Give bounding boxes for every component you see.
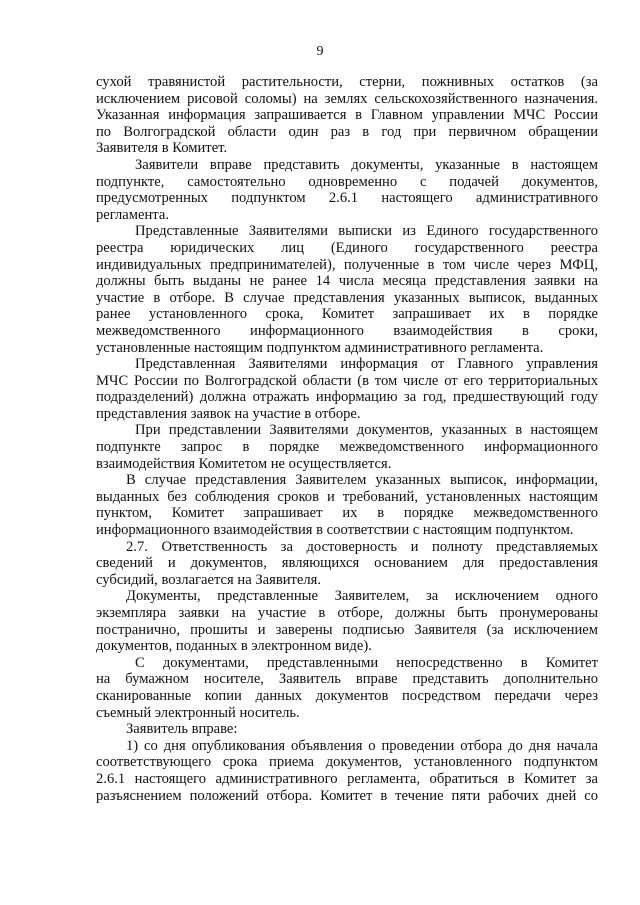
text-line: документов, поданных в электронном виде). bbox=[96, 638, 372, 655]
paragraph bbox=[96, 472, 598, 538]
text-line: установленные настоящим подпунктом административного регламента. bbox=[96, 339, 544, 356]
text-line: При представлении Заявителями документов, указанных в настоящем bbox=[135, 422, 598, 439]
text-line: сканированные копии данных документов посредством передачи через bbox=[96, 687, 598, 704]
paragraph bbox=[96, 738, 598, 804]
text-line: Указанная информация запрашивается в Главном управлении МЧС России bbox=[96, 107, 598, 124]
text-line: пунктом, Комитет запрашивает их в порядке межведомственного bbox=[96, 505, 598, 522]
text-line: соответствующего срока приема документов, установленного подпунктом bbox=[96, 754, 598, 771]
text-line: Заявитель вправе: bbox=[126, 721, 238, 738]
text-line: 2.7. Ответственность за достоверность и полноту представляемых bbox=[126, 538, 598, 555]
document-body bbox=[96, 74, 598, 804]
paragraph bbox=[96, 539, 598, 589]
paragraph bbox=[96, 721, 598, 738]
text-line: Заявителя в Комитет. bbox=[96, 140, 228, 157]
paragraph bbox=[96, 422, 598, 472]
text-line: Представленные Заявителями выписки из Единого государственного bbox=[135, 223, 598, 240]
text-line: Представленная Заявителями информация от Главного управления bbox=[135, 356, 598, 373]
text-line: ранее установленного срока, Комитет запрашивает их в порядке bbox=[96, 306, 598, 323]
paragraph bbox=[96, 356, 598, 422]
text-line: субсидий, возлагается на Заявителя. bbox=[96, 571, 322, 588]
paragraph bbox=[96, 588, 598, 654]
text-line: подпункте запрос в порядке межведомственного информационного bbox=[96, 439, 598, 456]
text-line: разъяснением положений отбора. Комитет в течение пяти рабочих дней со bbox=[96, 787, 598, 804]
text-line: сведений и документов, являющихся основанием для предоставления bbox=[96, 555, 598, 572]
page-number: 9 bbox=[316, 44, 324, 59]
text-line: исключением рисовой соломы) на землях сельскохозяйственного назначения. bbox=[96, 90, 598, 107]
text-line: сухой травянистой растительности, стерни, пожнивных остатков (за bbox=[96, 74, 598, 90]
text-line: информационного взаимодействия в соответствии с настоящим подпунктом. bbox=[96, 522, 574, 539]
text-line: МЧС России по Волгоградской области (в том числе от его территориальных bbox=[96, 372, 598, 389]
text-line: должны быть выданы не ранее 14 числа месяца представления заявки на bbox=[96, 273, 598, 290]
text-line: Документы, представленные Заявителем, за исключением одного bbox=[126, 588, 598, 605]
text-line: представления заявок на участие в отборе. bbox=[96, 405, 361, 422]
text-line: съемный электронный носитель. bbox=[96, 704, 300, 721]
text-line: предусмотренных подпунктом 2.6.1 настоящего административного bbox=[96, 190, 598, 207]
text-line: Заявители вправе представить документы, указанные в настоящем bbox=[135, 156, 598, 173]
text-line: 1) со дня опубликования объявления о проведении отбора до дня начала bbox=[126, 737, 598, 754]
text-line: В случае представления Заявителем указанных выписок, информации, bbox=[126, 472, 598, 489]
text-line: 2.6.1 настоящего административного регламента, обратиться в Комитет за bbox=[96, 770, 598, 787]
text-line: индивидуальных предпринимателей), полученные в том числе через МФЦ, bbox=[96, 256, 598, 273]
text-line: регламента. bbox=[96, 206, 169, 223]
text-line: С документами, представленными непосредственно в Комитет bbox=[135, 654, 598, 671]
paragraph bbox=[96, 157, 598, 223]
paragraph bbox=[96, 223, 598, 356]
text-line: на бумажном носителе, Заявитель вправе представить дополнительно bbox=[96, 671, 598, 688]
text-line: постранично, прошиты и заверены подписью Заявителя (за исключением bbox=[96, 621, 598, 638]
text-line: реестра юридических лиц (Единого государственного реестра bbox=[96, 239, 598, 256]
paragraph bbox=[96, 74, 598, 157]
text-line: выданных без соблюдения сроков и требований, установленных настоящим bbox=[96, 488, 598, 505]
text-line: экземпляра заявки на участие в отборе, должны быть пронумерованы bbox=[96, 605, 598, 621]
text-line: по Волгоградской области один раз в год при первичном обращении bbox=[96, 123, 598, 140]
text-line: подпункте, самостоятельно одновременно с подачей документов, bbox=[96, 173, 598, 190]
text-line: межведомственного информационного взаимодействия в сроки, bbox=[96, 322, 598, 339]
paragraph bbox=[96, 655, 598, 721]
text-line: участие в отборе. В случае представления указанных выписок, выданных bbox=[96, 289, 598, 306]
text-line: взаимодействия Комитетом не осуществляется. bbox=[96, 455, 392, 472]
text-line: подразделений) должна отражать информацию за год, предшествующий году bbox=[96, 389, 598, 406]
